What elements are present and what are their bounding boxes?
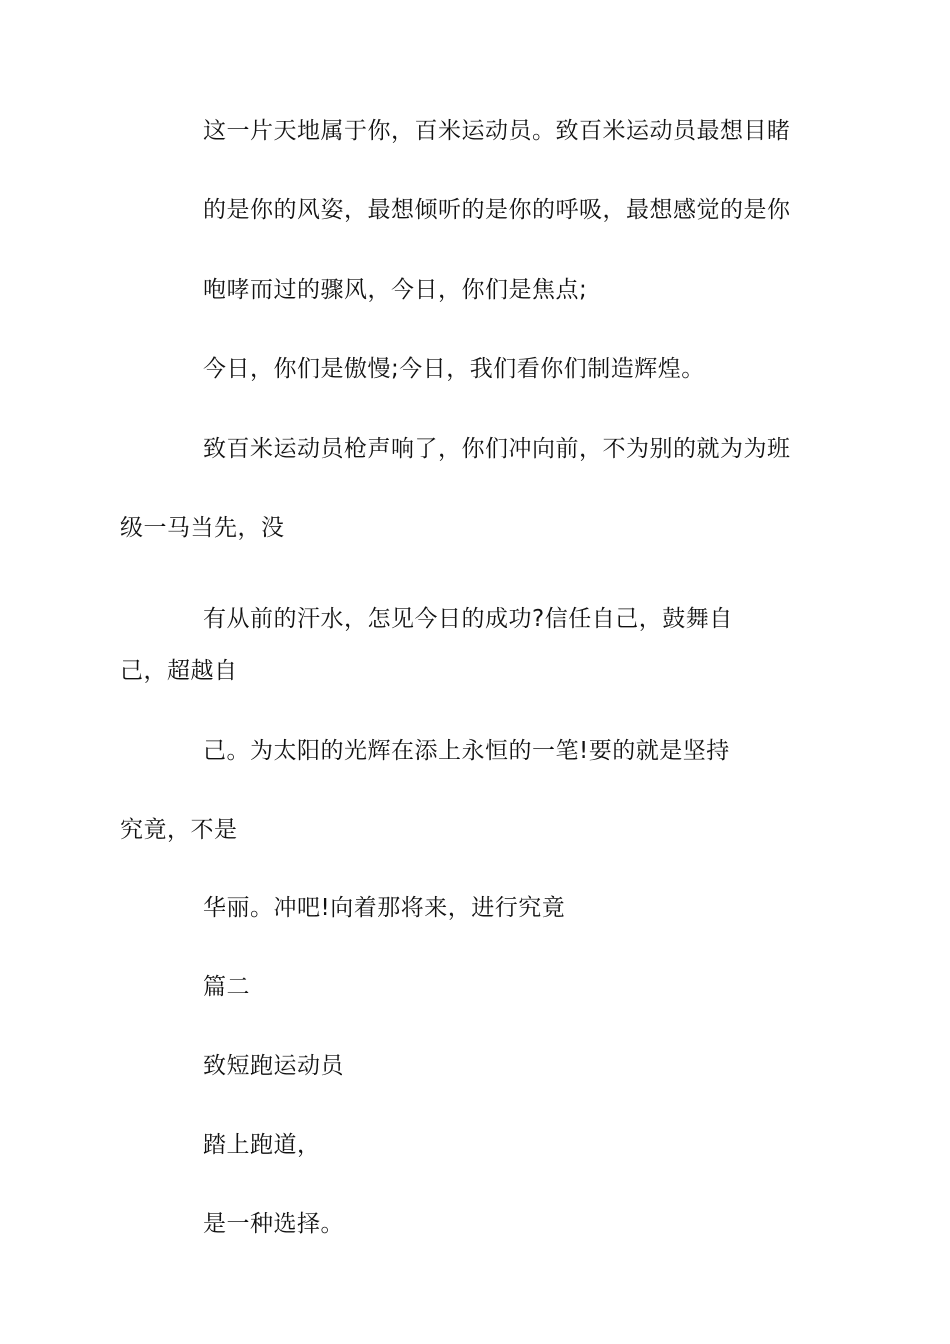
- text-line-3: 咆哮而过的骤风，今日，你们是焦点;: [203, 277, 588, 303]
- text-line-1: 这一片天地属于你，百米运动员。致百米运动员最想目睹: [203, 118, 791, 144]
- text-line-11: 华丽。冲吧!向着那将来，进行究竟: [203, 895, 566, 921]
- text-line-7: 有从前的汗水，怎见今日的成功?信任自己，鼓舞自: [203, 606, 733, 632]
- text-line-6: 级一马当先，没: [120, 515, 285, 541]
- text-line-10: 究竟，不是: [120, 817, 238, 843]
- section-heading: 篇二: [203, 974, 250, 1000]
- text-line-5: 致百米运动员枪声响了，你们冲向前，不为别的就为为班: [203, 436, 791, 462]
- text-line-15: 是一种选择。: [203, 1211, 344, 1237]
- text-line-2: 的是你的风姿，最想倾听的是你的呼吸，最想感觉的是你: [203, 197, 791, 223]
- text-line-9: 己。为太阳的光辉在添上永恒的一笔!要的就是坚持: [203, 738, 730, 764]
- text-line-8: 己，超越自: [120, 658, 238, 684]
- text-line-4: 今日，你们是傲慢;今日，我们看你们制造辉煌。: [203, 356, 705, 382]
- text-line-13: 致短跑运动员: [203, 1053, 344, 1079]
- text-line-14: 踏上跑道，: [203, 1132, 321, 1158]
